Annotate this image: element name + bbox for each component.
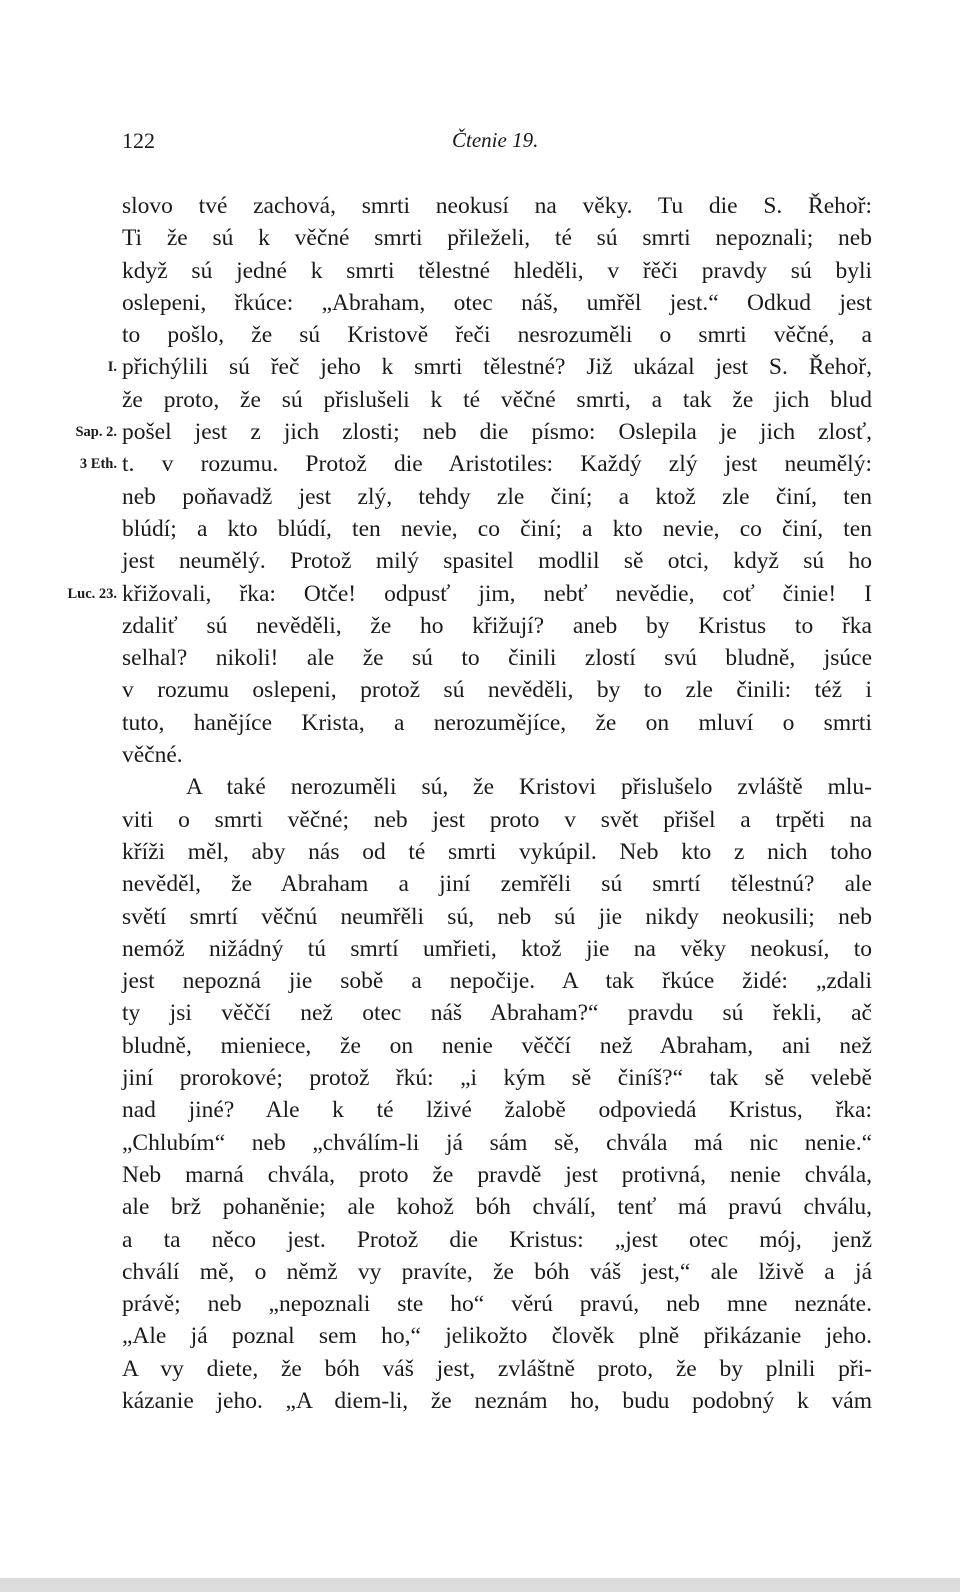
- text-line: [122, 771, 872, 803]
- text-line: [122, 610, 872, 642]
- text-line-content: zdaliť sú nevěděli, že ho křižují? aneb by Kristus to řka: [122, 612, 872, 639]
- text-line: [122, 384, 872, 416]
- text-line-content: a ta něco jest. Protož die Kristus: „jest otec mój, jenž: [122, 1226, 872, 1253]
- text-line: [122, 319, 872, 351]
- text-line: [122, 545, 872, 577]
- text-line-content: oslepeni, řkúce: „Abraham, otec náš, umřěl jest.“ Odkud jest: [122, 289, 872, 316]
- text-line-content: když sú jedné k smrti tělestné hleděli, v řěči pravdy sú byli: [122, 257, 872, 284]
- text-line-content: „Ale já poznal sem ho,“ jelikožto člověk plně přikázanie jeho.: [122, 1323, 872, 1350]
- text-line: [122, 190, 872, 222]
- text-line: [122, 222, 872, 254]
- text-line-content: kříži měl, aby nás od té smrti vykúpil. Neb kto z nich toho: [122, 838, 872, 865]
- margin-note: I.: [107, 359, 117, 376]
- text-line: [122, 997, 872, 1029]
- text-line: [122, 1224, 872, 1256]
- text-line-content: pošel jest z jich zlosti; neb die písmo: Oslepila je jich zlosť,: [122, 419, 872, 446]
- running-title: Čtenie 19.: [452, 128, 539, 152]
- text-line: [122, 255, 872, 287]
- scan-edge: [0, 1578, 960, 1592]
- text-line: [122, 868, 872, 900]
- text-line-content: Ti že sú k věčné smrti přileželi, té sú smrti nepoznali; neb: [122, 225, 872, 252]
- text-line: [122, 804, 872, 836]
- text-line-content: „Chlubím“ neb „chválím-li já sám sě, chvála má nic nenie.“: [122, 1129, 872, 1156]
- text-line-content: světí smrtí věčnú neumřěli sú, neb sú jie nikdy neokusili; neb: [122, 903, 872, 930]
- text-line: [122, 1256, 872, 1288]
- text-line-content: jiní prorokové; protož řkú: „i kým sě činíš?“ tak sě velebě: [122, 1065, 872, 1092]
- text-line-content: t. v rozumu. Protož die Aristotiles: Každý zlý jest neumělý:: [122, 451, 872, 478]
- text-line: [122, 1288, 872, 1320]
- text-line: [122, 739, 872, 771]
- text-line-content: nad jiné? Ale k té lživé žalobě odpoviedá Kristus, řka:: [122, 1097, 872, 1124]
- body-text: [67, 190, 872, 1417]
- page-header: [122, 128, 867, 168]
- text-line: [122, 933, 872, 965]
- text-line-content: neb poňavadž jest zlý, tehdy zle činí; a ktož zle činí, ten: [122, 483, 872, 510]
- margin-note: 3 Eth.: [79, 456, 117, 473]
- text-line-content: selhal? nikoli! ale že sú to činili zlostí svú bludně, jsúce: [122, 645, 872, 672]
- text-line: [122, 1191, 872, 1223]
- text-line-content: chválí mě, o němž vy pravíte, že bóh váš jest,“ ale lživě a já: [122, 1258, 872, 1285]
- text-line: [122, 1127, 872, 1159]
- text-line: [122, 1030, 872, 1062]
- text-line: [122, 287, 872, 319]
- text-line: [122, 1385, 872, 1417]
- text-line: [122, 707, 872, 739]
- text-line: [122, 901, 872, 933]
- text-line-content: že proto, že sú přislušeli k té věčné smrti, a tak že jich blud: [122, 386, 872, 413]
- text-line-content: A také nerozuměli sú, že Kristovi přislušelo zvláště mlu-: [186, 774, 872, 801]
- text-line: [79, 448, 872, 480]
- text-line-content: blúdí; a kto blúdí, ten nevie, co činí; a kto nevie, co činí, ten: [122, 515, 872, 542]
- text-line-content: právě; neb „nepoznali ste ho“ věrú pravú, neb mne neznáte.: [122, 1291, 872, 1318]
- text-line-content: ty jsi věččí než otec náš Abraham?“ pravdu sú řekli, ač: [122, 1000, 872, 1027]
- text-line-content: jest nepozná jie sobě a nepočije. A tak řkúce židé: „zdali: [122, 968, 872, 995]
- text-line-content: jest neumělý. Protož milý spasitel modlil sě otci, když sú ho: [122, 548, 872, 575]
- text-line-content: přichýlili sú řeč jeho k smrti tělestné? Již ukázal jest S. Řehoř,: [122, 354, 872, 381]
- text-line-content: slovo tvé zachová, smrti neokusí na věky. Tu die S. Řehoř:: [122, 193, 872, 219]
- text-line-content: A vy diete, že bóh váš jest, zvláštně proto, že by plnili při-: [122, 1355, 872, 1382]
- text-line: [122, 1062, 872, 1094]
- text-line-content: křižovali, řka: Otče! odpusť jim, nebť nevědie, coť činie! I: [122, 580, 872, 607]
- page-number: 122: [122, 128, 155, 153]
- text-line: [122, 642, 872, 674]
- text-line: [122, 836, 872, 868]
- text-line: [122, 1094, 872, 1126]
- text-line-content: viti o smrti věčné; neb jest proto v svět přišel a trpěti na: [122, 806, 872, 833]
- text-line-content: to pošlo, že sú Kristově řeči nesrozuměli o smrti věčné, a: [122, 322, 872, 349]
- text-line-content: nevěděl, že Abraham a jiní zemřěli sú smrtí tělestnú? ale: [122, 871, 872, 898]
- margin-note: Sap. 2.: [75, 424, 117, 441]
- text-line: [122, 1353, 872, 1385]
- text-line-content: tuto, hanějíce Krista, a nerozumějíce, že on mluví o smrti: [122, 709, 872, 736]
- text-line-content: kázanie jeho. „A diem-li, že neznám ho, budu podobný k vám: [122, 1387, 872, 1414]
- text-line: [122, 674, 872, 706]
- text-line-content: nemóž nižádný tú smrtí umřieti, ktož jie na věky neokusí, to: [122, 935, 872, 962]
- text-line: [122, 513, 872, 545]
- text-line-content: ale brž pohaněnie; ale kohož bóh chválí, tenť má pravú chválu,: [122, 1194, 872, 1221]
- margin-note: Luc. 23.: [67, 585, 117, 602]
- text-line: [122, 481, 872, 513]
- text-line: [122, 1320, 872, 1352]
- text-line: [75, 416, 872, 448]
- text-line: [67, 578, 872, 610]
- text-line-content: v rozumu oslepeni, protož sú nevěděli, by to zle činili: též i: [122, 677, 872, 704]
- text-line-content: věčné.: [122, 742, 183, 769]
- text-line: [122, 965, 872, 997]
- text-line: [122, 1159, 872, 1191]
- text-line-content: Neb marná chvála, proto že pravdě jest protivná, nenie chvála,: [122, 1161, 872, 1188]
- text-line-content: bludně, mieniece, že on nenie věččí než Abraham, ani než: [122, 1032, 872, 1059]
- text-line: [107, 351, 872, 383]
